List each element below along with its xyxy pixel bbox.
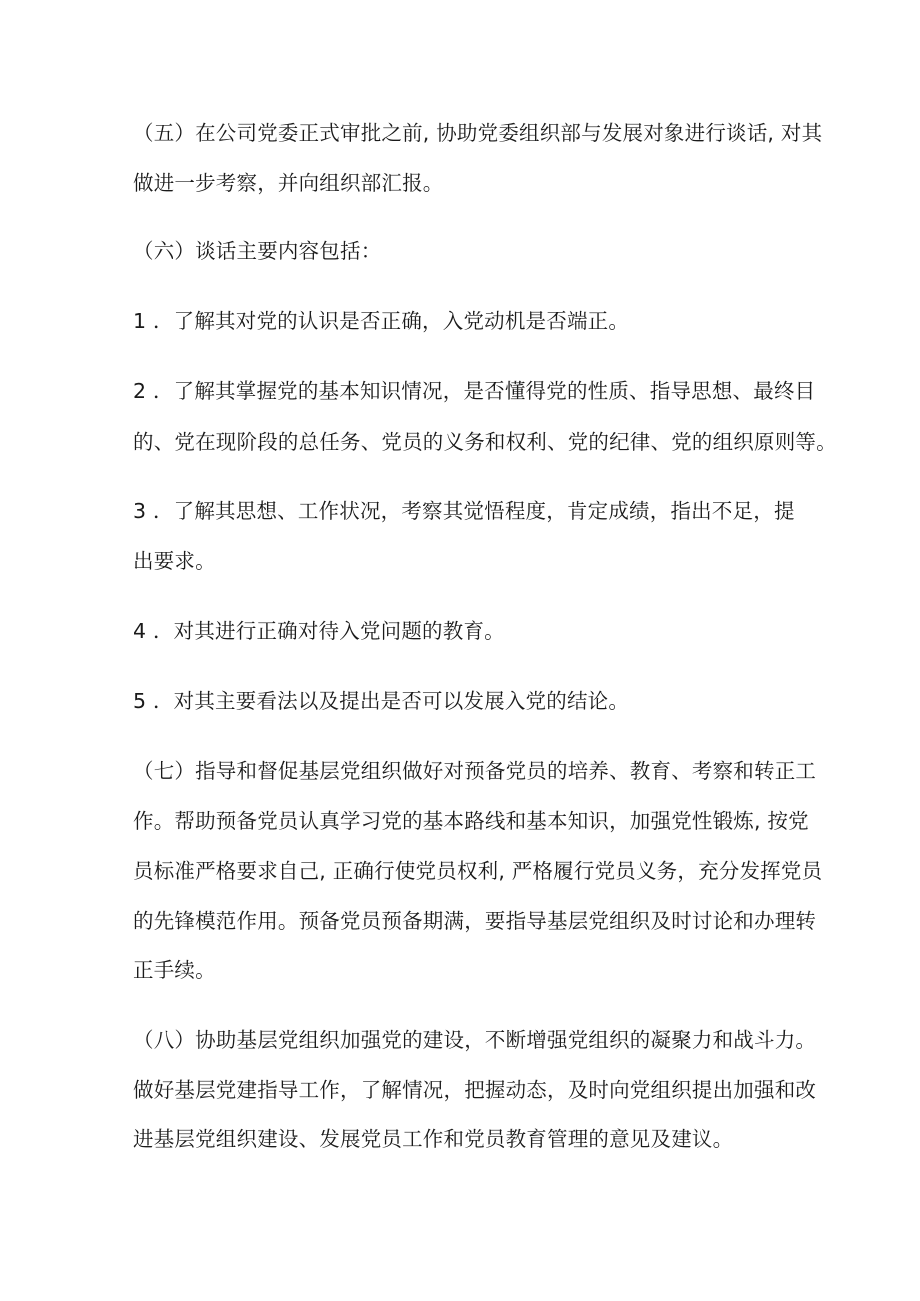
paragraph-7-line-5: 正手续。	[133, 958, 216, 982]
paragraph-5-line-2: 做进一步考察，并向组织部汇报。	[133, 171, 444, 195]
list-item-4: 4 ．对其进行正确对待入党问题的教育。	[133, 619, 505, 643]
paragraph-7-line-3: 员标准严格要求自己, 正确行使党员权利, 严格履行党员义务，充分发挥党员	[133, 859, 823, 883]
paragraph-8-line-3: 进基层党组织建设、发展党员工作和党员教育管理的意见及建议。	[133, 1127, 734, 1151]
paragraph-6-heading: （六）谈话主要内容包括：	[133, 239, 382, 263]
list-item-3-line-2: 出要求。	[133, 549, 216, 573]
list-item-2-line-2: 的、党在现阶段的总任务、党员的义务和权利、党的纪律、党的组织原则等。	[133, 430, 837, 454]
paragraph-5-line-1: （五）在公司党委正式审批之前, 协助党委组织部与发展对象进行谈话, 对其	[133, 121, 823, 145]
paragraph-7-line-2: 作。帮助预备党员认真学习党的基本路线和基本知识，加强党性锻炼, 按党	[133, 809, 809, 833]
paragraph-8-line-2: 做好基层党建指导工作，了解情况，把握动态，及时向党组织提出加强和改	[133, 1078, 817, 1102]
list-item-2-line-1: 2 ．了解其掌握党的基本知识情况，是否懂得党的性质、指导思想、最终目	[133, 379, 816, 403]
paragraph-8-line-1: （八）协助基层党组织加强党的建设，不断增强党组织的凝聚力和战斗力。	[133, 1028, 817, 1052]
list-item-5: 5 ．对其主要看法以及提出是否可以发展入党的结论。	[133, 689, 630, 713]
list-item-1: 1 ．了解其对党的认识是否正确，入党动机是否端正。	[133, 309, 630, 333]
paragraph-7-line-4: 的先锋模范作用。预备党员预备期满，要指导基层党组织及时讨论和办理转	[133, 909, 817, 933]
paragraph-7-line-1: （七）指导和督促基层党组织做好对预备党员的培养、教育、考察和转正工	[133, 759, 817, 783]
list-item-3-line-1: 3 ．了解其思想、工作状况，考察其觉悟程度，肯定成绩，指出不足，提	[133, 499, 795, 523]
